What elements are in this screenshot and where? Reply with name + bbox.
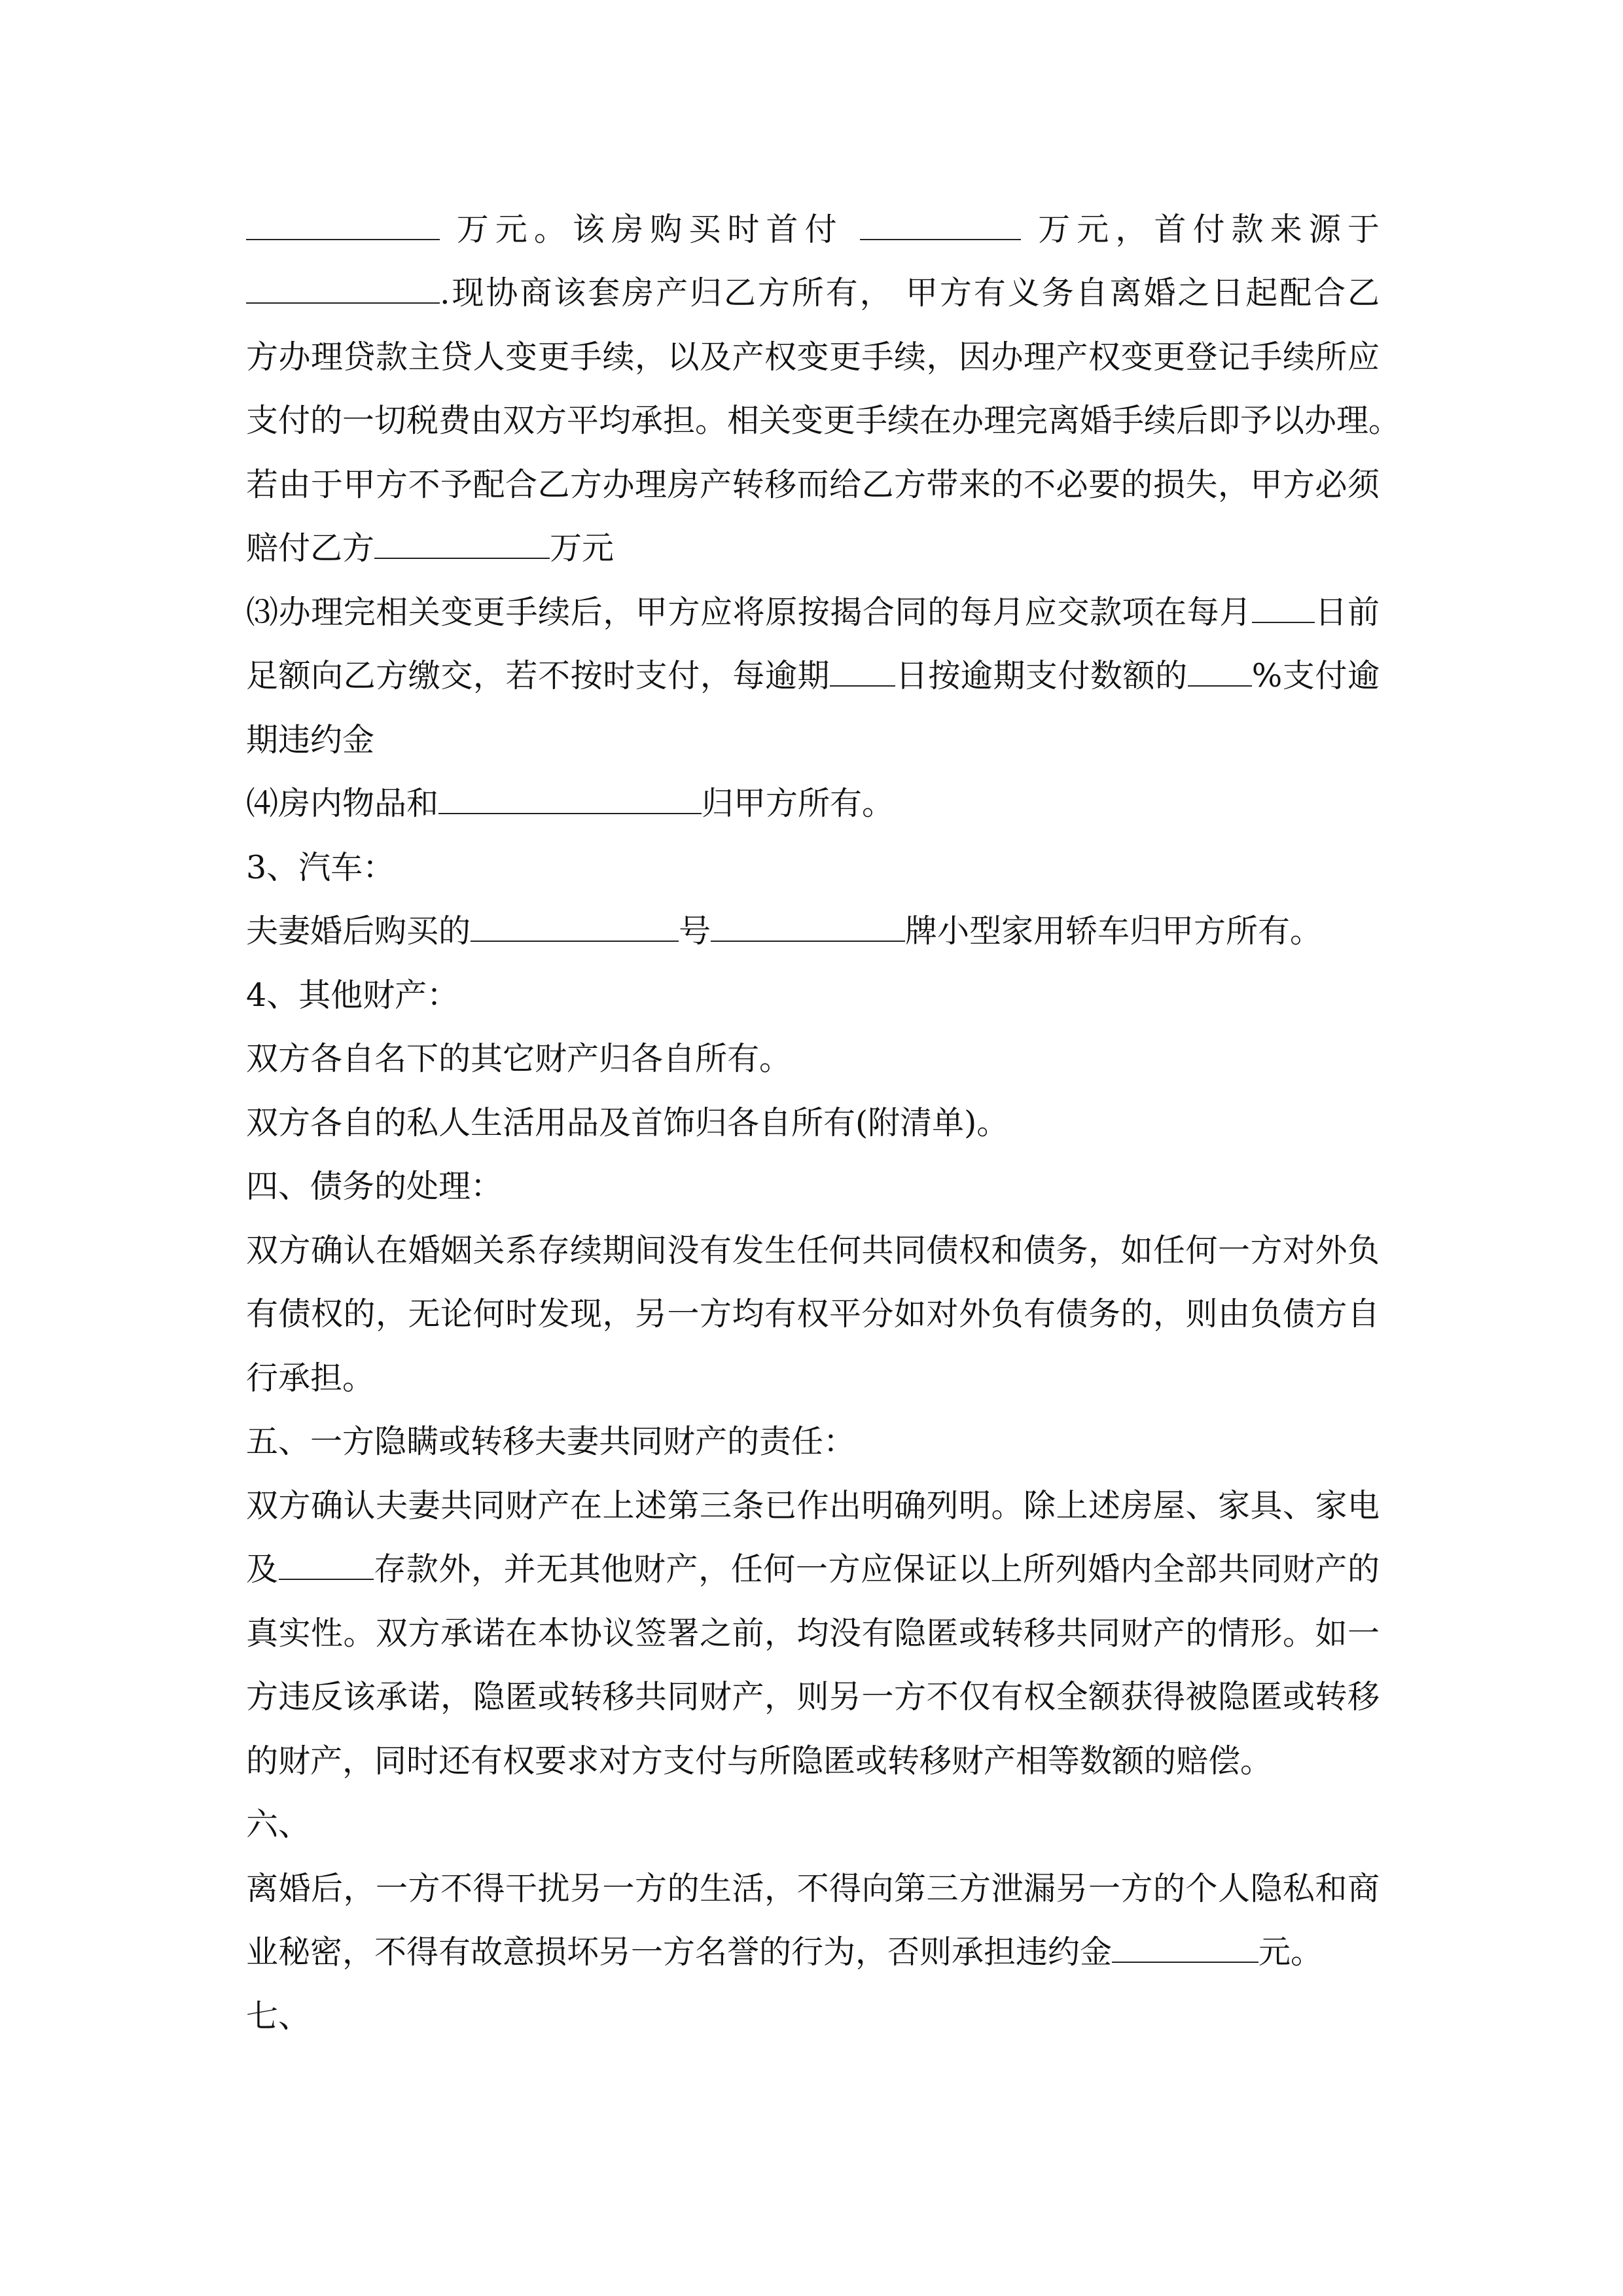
blank-field [1112,1933,1258,1963]
text-line [246,465,1380,505]
blank-field [438,784,702,814]
blank-field [246,210,440,240]
blank-field [860,210,1021,240]
text: .现协商该套房产归乙方所有， 甲方有义务自离婚之日起配合乙 [440,274,1380,312]
text: ⑶办理完相关变更手续后，甲方应将原按揭合同的每月应交款项在每月 [246,594,1252,631]
text: 4、其他财产： [246,977,459,1014]
text-line [246,1103,1380,1143]
text: 的财产，同时还有权要求对方支付与所隐匿或转移财产相等数额的赔偿。 [246,1742,1273,1780]
text-line [246,1039,1380,1079]
text-line [246,274,1380,313]
text: 有债权的，无论何时发现，另一方均有权平分如对外负有债务的，则由负债方自 [246,1295,1380,1333]
text-line [246,1869,1380,1909]
section-heading [246,1997,1380,2036]
blank-field [711,912,905,942]
text-line [246,1933,1380,1972]
text: 真实性。双方承诺在本协议签署之前，均没有隐匿或转移共同财产的情形。如一 [246,1615,1380,1652]
section-heading [246,1805,1380,1844]
blank-field [471,912,679,942]
blank-field [1188,656,1252,687]
text: %支付逾 [1251,657,1380,694]
text-line [246,1677,1380,1717]
text: 万元。该房购买时首付 [456,211,844,248]
text: 行承担。 [246,1359,375,1397]
text: 存款外，并无其他财产，任何一方应保证以上所列婚内全部共同财产的 [373,1551,1380,1588]
text-line [246,1359,1380,1398]
text: 七、 [246,1998,311,2035]
text: ⑷房内物品和 [246,785,439,822]
text-line [246,1486,1380,1526]
section-heading [246,976,1380,1015]
text: 五、一方隐瞒或转移夫妻共同财产的责任： [246,1423,856,1460]
text: 归甲方所有。 [702,785,895,822]
text: 足额向乙方缴交，若不按时支付，每逾期 [246,657,830,694]
section-heading [246,1422,1380,1462]
text-line [246,1231,1380,1270]
text: 支付的一切税费由双方平均承担。相关变更手续在办理完离婚手续后即予以办理。 [246,402,1401,439]
blank-field [246,274,440,304]
text: 期违约金 [246,721,375,759]
text-line [246,1550,1380,1589]
text: 号 [679,912,711,950]
text-line [246,721,1380,760]
section-heading [246,848,1380,888]
text: 3、汽车： [246,849,395,886]
text: 若由于甲方不予配合乙方办理房产转移而给乙方带来的不必要的损失，甲方必须 [246,466,1380,503]
text: 牌小型家用轿车归甲方所有。 [905,912,1323,950]
text: 万元 [550,529,615,567]
text: 双方各自名下的其它财产归各自所有。 [246,1040,792,1077]
text: 业秘密，不得有故意损坏另一方名誉的行为，否则承担违约金 [246,1933,1113,1971]
text-line [246,656,1380,696]
text: 方违反该承诺，隐匿或转移共同财产，则另一方不仅有权全额获得被隐匿或转移 [246,1678,1380,1715]
blank-field [374,529,550,559]
blank-field [830,656,895,687]
text-line [246,912,1380,951]
text-line [246,1295,1380,1334]
text-line [246,401,1400,440]
blank-field [1252,593,1315,623]
text: 双方确认夫妻共同财产在上述第三条已作出明确列明。除上述房屋、家具、家电 [246,1487,1380,1524]
text: 赔付乙方 [246,529,375,567]
text: 及 [246,1551,279,1588]
text-line [246,210,1380,249]
text: 日按逾期支付数额的 [895,657,1188,694]
text: 元。 [1258,1933,1323,1971]
text-line [246,529,1380,568]
text: 双方确认在婚姻关系存续期间没有发生任何共同债权和债务，如任何一方对外负 [246,1232,1380,1269]
text: 万元，首付款来源于 [1038,211,1380,248]
text: 日前 [1314,594,1380,631]
text-line [246,1742,1380,1781]
blank-field [279,1550,374,1580]
text: 离婚后，一方不得干扰另一方的生活，不得向第三方泄漏另一方的个人隐私和商 [246,1870,1380,1907]
text: 六、 [246,1806,311,1843]
text: 夫妻婚后购买的 [246,912,471,950]
section-heading [246,1167,1380,1206]
text: 双方各自的私人生活用品及首饰归各自所有(附清单)。 [246,1104,1009,1141]
text-line [246,1614,1380,1653]
text-line [246,593,1380,632]
text: 四、债务的处理： [246,1168,503,1205]
text: 方办理贷款主贷人变更手续，以及产权变更手续，因办理产权变更登记手续所应 [246,338,1380,376]
text-line [246,784,1380,823]
text-line [246,338,1380,377]
